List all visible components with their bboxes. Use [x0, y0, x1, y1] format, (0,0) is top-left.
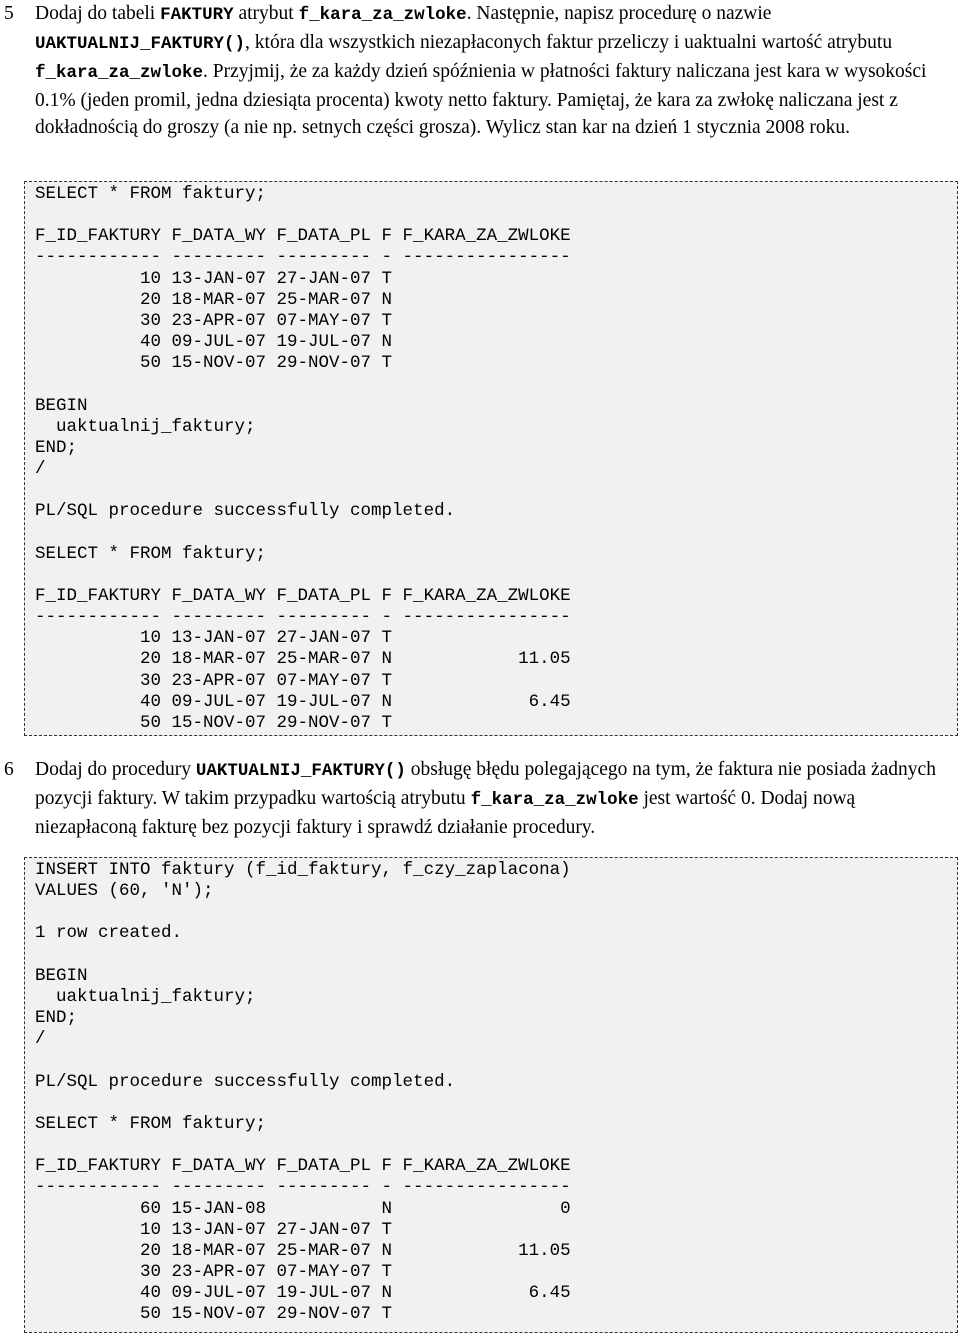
table-name: FAKTURY	[160, 5, 234, 25]
task-5	[0, 0, 946, 141]
code-block-2	[24, 857, 958, 1333]
code-block-1	[24, 181, 958, 736]
task-number: 5	[4, 3, 14, 24]
code-listing: INSERT INTO faktury (f_id_faktury, f_czy_zaplacona) VALUES (60, 'N'); 1 row created. BEGIN uaktualnij_faktury; END; / PL/SQL procedure successfully completed. SELECT * FROM faktury; F_ID_FAKTURY F_DATA_WY F_DATA_PL F F_KARA_ZA_ZWLOKE ------------ --------- --------- - ---------------- 60 15-JAN-08 N 0 10 13-JAN-07 27-JAN-07 T 20 18-MAR-07 25-MAR-07 N 11.05 30 23-APR-07 07-MAY-07 T 40 09-JUL-07 19-JUL-07 N 6.45 50 15-NOV-07 29-NOV-07 T	[35, 860, 571, 1325]
attribute-name: f_kara_za_zwloke	[298, 5, 467, 25]
task-description: Dodaj do procedury UAKTUALNIJ_FAKTURY() obsługę błędu polegającego na tym, że faktura nie posiada żadnych pozycji faktury. W takim przypadku wartością atrybutu f_kara_za_zwloke jest wartość 0. Dodaj nową niezapłaconą fakturę bez pozycji faktury i sprawdź działanie procedury.	[35, 759, 936, 838]
task-number: 6	[4, 759, 14, 780]
task-6	[0, 756, 946, 841]
procedure-name: UAKTUALNIJ_FAKTURY()	[195, 761, 406, 781]
task-description: Dodaj do tabeli FAKTURY atrybut f_kara_za_zwloke. Następnie, napisz procedurę o nazwie UAKTUALNIJ_FAKTURY(), która dla wszystkich niezapłaconych faktur przeliczy i uaktualni wartość atrybutu f_kara_za_zwloke. Przyjmij, że za każdy dzień spóźnienia w płatności faktury naliczana jest kara w wysokości 0.1% (jeden promil, jedna dziesiąta procenta) kwoty netto faktury. Pamiętaj, że kara za zwłokę naliczana jest z dokładnością do groszy (a nie np. setnych części grosza). Wylicz stan kar na dzień 1 stycznia 2008 roku.	[35, 3, 927, 138]
attribute-name: f_kara_za_zwloke	[470, 790, 639, 810]
attribute-name: f_kara_za_zwloke	[35, 63, 204, 83]
code-listing: SELECT * FROM faktury; F_ID_FAKTURY F_DATA_WY F_DATA_PL F F_KARA_ZA_ZWLOKE ------------ --------- --------- - ---------------- 10 13-JAN-07 27-JAN-07 T 20 18-MAR-07 25-MAR-07 N 30 23-APR-07 07-MAY-07 T 40 09-JUL-07 19-JUL-07 N 50 15-NOV-07 29-NOV-07 T BEGIN uaktualnij_faktury; END; / PL/SQL procedure successfully completed. SELECT * FROM faktury; F_ID_FAKTURY F_DATA_WY F_DATA_PL F F_KARA_ZA_ZWLOKE ------------ --------- --------- - ---------------- 10 13-JAN-07 27-JAN-07 T 20 18-MAR-07 25-MAR-07 N 11.05 30 23-APR-07 07-MAY-07 T 40 09-JUL-07 19-JUL-07 N 6.45 50 15-NOV-07 29-NOV-07 T	[35, 184, 571, 733]
procedure-name: UAKTUALNIJ_FAKTURY()	[35, 34, 246, 54]
